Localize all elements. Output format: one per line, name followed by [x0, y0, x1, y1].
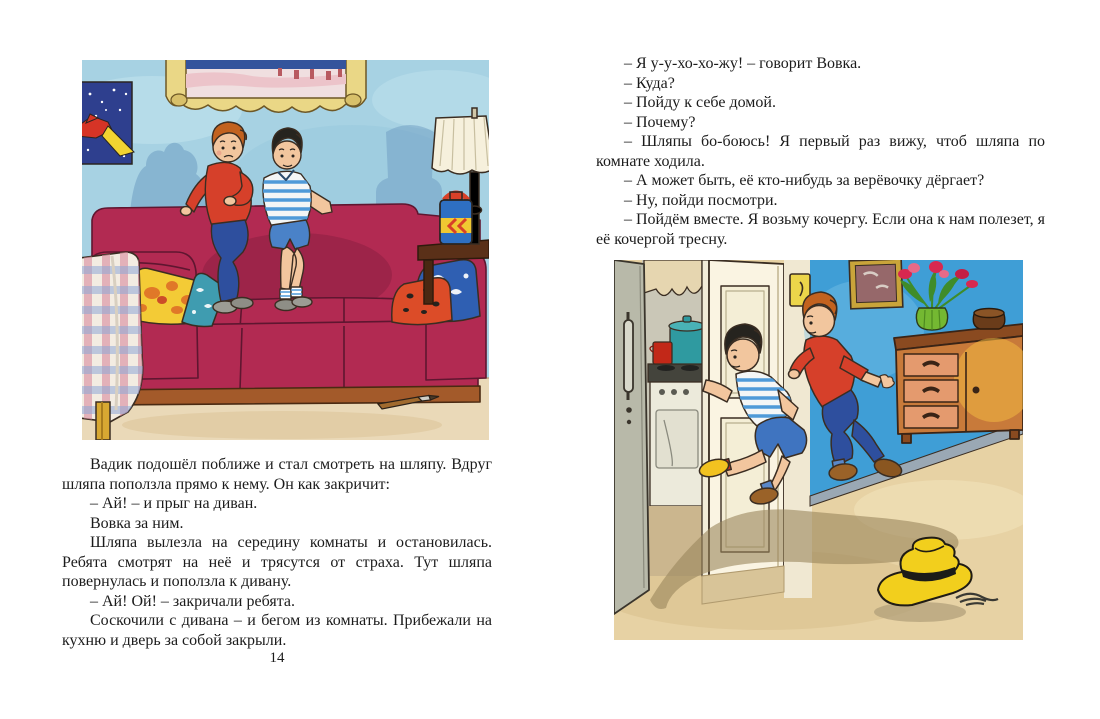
keyhole [627, 420, 631, 424]
paragraph: – Ай! – и прыг на диван. [90, 495, 258, 512]
frame-ornament [345, 94, 361, 106]
lamp-finial [472, 108, 477, 118]
blue-canister [440, 192, 472, 244]
paragraph: – Шляпы бо-боюсь! Я первый раз вижу, чтоб шляпа по комнате ходила. [596, 133, 1045, 170]
paragraph: – Пойдём вместе. Я возьму кочергу. Если она к нам полезет, я её кочергой тресну. [596, 211, 1045, 248]
page-number: 14 [269, 650, 285, 666]
shoe [231, 298, 253, 309]
sofa-wood-base [100, 386, 480, 405]
hand [224, 197, 236, 206]
door-jamb [702, 260, 709, 576]
brown-bowl [973, 309, 1005, 330]
red-pot [650, 342, 672, 364]
floor-wash [122, 411, 442, 439]
open-door [614, 260, 649, 614]
dresser-leg [1010, 430, 1019, 439]
door-handle [624, 320, 633, 392]
oven-door [656, 410, 698, 468]
hat-shadow [874, 602, 966, 622]
paragraph: – Пойду к себе домой. [624, 94, 776, 111]
keyhole [626, 407, 632, 413]
kitchen-curtain [644, 260, 702, 296]
dresser [894, 324, 1023, 443]
head [727, 339, 759, 371]
paragraph: Вовка за ним. [90, 514, 184, 532]
running-scene [614, 260, 1023, 640]
hand [181, 207, 192, 216]
painting-sea [186, 60, 346, 69]
frame-ornament [171, 94, 187, 106]
paragraph: Вадик подошёл поближе и стал смотреть на шляпу. Вдруг шляпа поползла прямо к нему. Он как закричит: [62, 456, 492, 493]
canister-cap [450, 192, 462, 200]
wall-picture [849, 260, 903, 309]
paragraph: – Куда? [624, 74, 675, 92]
framed-painting [166, 60, 366, 112]
cabinet-knob [973, 387, 980, 394]
paragraph: Соскочили с дивана – и бегом из комнаты. Прибежали на кухню и дверь за собой закрыли. [62, 612, 492, 649]
paragraph: Шляпа вылезла на середину комнаты и остановилась. Ребята смотрят на неё и трясутся от страха. Тут шляпа повернулась и поползла к дивану. [62, 534, 492, 590]
paragraph: – Я у-у-хо-хо-жу! – говорит Вовка. [624, 55, 862, 72]
drawers [904, 354, 958, 428]
paragraph: – Ну, пойди посмотри. [624, 191, 778, 209]
right-page [550, 0, 1100, 719]
sofa-scene [82, 60, 489, 440]
paragraph: – Ай! Ой! – закричали ребята. [90, 592, 295, 610]
left-text-block [62, 455, 492, 650]
right-illustration [614, 260, 1023, 640]
right-text-block [596, 54, 1045, 249]
kitchen-through-door [642, 260, 706, 576]
paragraph: – Почему? [624, 113, 696, 131]
paragraph: – А может быть, её кто-нибудь за верёвочку дёргает? [624, 172, 985, 189]
hand [789, 370, 800, 379]
dresser-leg [902, 434, 911, 443]
sandal [292, 297, 312, 307]
rocket-picture [82, 82, 134, 164]
teal-pot [669, 316, 705, 364]
left-illustration [82, 60, 489, 440]
